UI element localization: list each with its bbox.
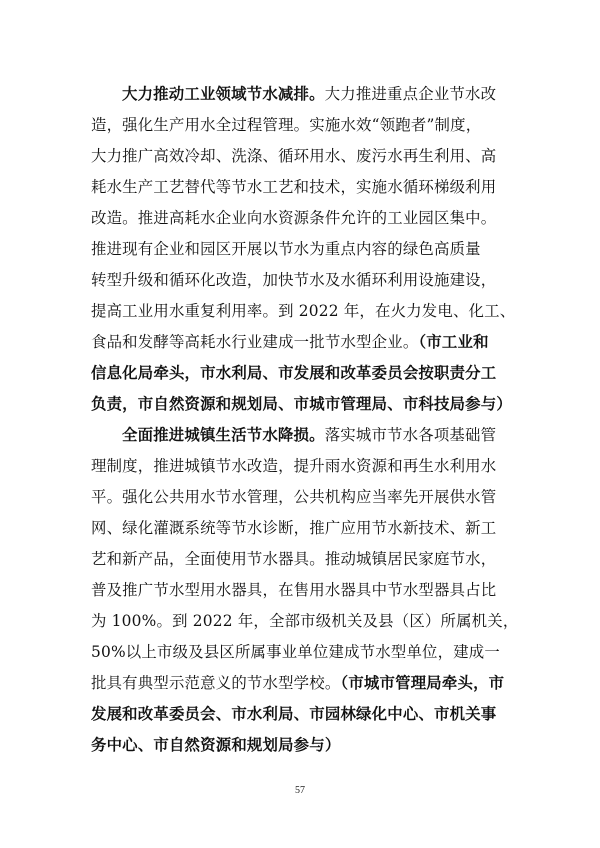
- responsibility-note: （市工业和: [418, 333, 489, 351]
- paragraph-2-line-6: 普及推广节水型用水器具，在售用水器具中节水型器具占比: [91, 581, 497, 599]
- paragraph-2-heading: 全面推进城镇生活节水降损。: [122, 426, 325, 444]
- paragraph-1-line-6: 推进现有企业和园区开展以节水为重点内容的绿色高质量: [91, 240, 481, 258]
- paragraph-1-line-8: 提高工业用水重复利用率。到 2022 年，在火力发电、化工、: [91, 302, 516, 320]
- paragraph-2-line-2: 理制度，推进城镇节水改造，提升雨水资源和再生水利用水: [91, 457, 497, 475]
- paragraph-2-line-9: [91, 668, 523, 698]
- paragraph-2-line-3: 平。强化公共用水节水管理，公共机构应当率先开展供水管: [91, 488, 497, 506]
- paragraph-1-line-10: 信息化局牵头，市水利局、市发展和改革委员会按职责分工: [91, 364, 497, 382]
- paragraph-2-line-8: 50%以上市级及县区所属事业单位建成节水型单位，建成一: [91, 643, 500, 661]
- paragraph-2-line-10: 发展和改革委员会、市水利局、市园林绿化中心、市机关事: [91, 705, 497, 723]
- paragraph-1-line-5: 改造。推进高耗水企业向水资源条件允许的工业园区集中。: [91, 209, 497, 227]
- paragraph-1-line-11: 负责，市自然资源和规划局、市城市管理局、市科技局参与）: [91, 395, 512, 413]
- paragraph-2-line-5: 艺和新产品，全面使用节水器具。推动城镇居民家庭节水，: [91, 550, 497, 568]
- line-text: 批具有典型示范意义的节水型学校。: [91, 674, 341, 692]
- line-text: 落实城市节水各项基础管: [324, 426, 497, 444]
- paragraph-2-line-11: 务中心、市自然资源和规划局参与）: [91, 736, 341, 754]
- responsibility-note: （市城市管理局牵头，市: [340, 674, 505, 692]
- line-text: 食品和发酵等高耗水行业建成一批节水型企业。: [91, 333, 419, 351]
- paragraph-1-line-9: [91, 327, 523, 357]
- paragraph-2-line-1: [122, 420, 523, 450]
- paragraph-2-line-4: 网、绿化灌溉系统等节水诊断，推广应用节水新技术、新工: [91, 519, 497, 537]
- paragraph-1-line-7: 转型升级和循环化改造，加快节水及水循环利用设施建设，: [91, 271, 497, 289]
- paragraph-1-heading: 大力推动工业领域节水减排。: [122, 85, 325, 103]
- paragraph-1-line-3: 大力推广高效冷却、洗涤、循环用水、废污水再生利用、高: [91, 147, 497, 165]
- paragraph-1-line-4: 耗水生产工艺替代等节水工艺和技术，实施水循环梯级利用: [91, 178, 497, 196]
- paragraph-1-line-2: 造，强化生产用水全过程管理。实施水效“领跑者”制度，: [91, 116, 482, 134]
- paragraph-2-line-7: 为 100%。到 2022 年，全部市级机关及县（区）所属机关，: [91, 612, 519, 630]
- line-text: 大力推进重点企业节水改: [324, 85, 497, 103]
- page-number: 57: [295, 785, 305, 796]
- paragraph-1-line-1: [122, 79, 523, 109]
